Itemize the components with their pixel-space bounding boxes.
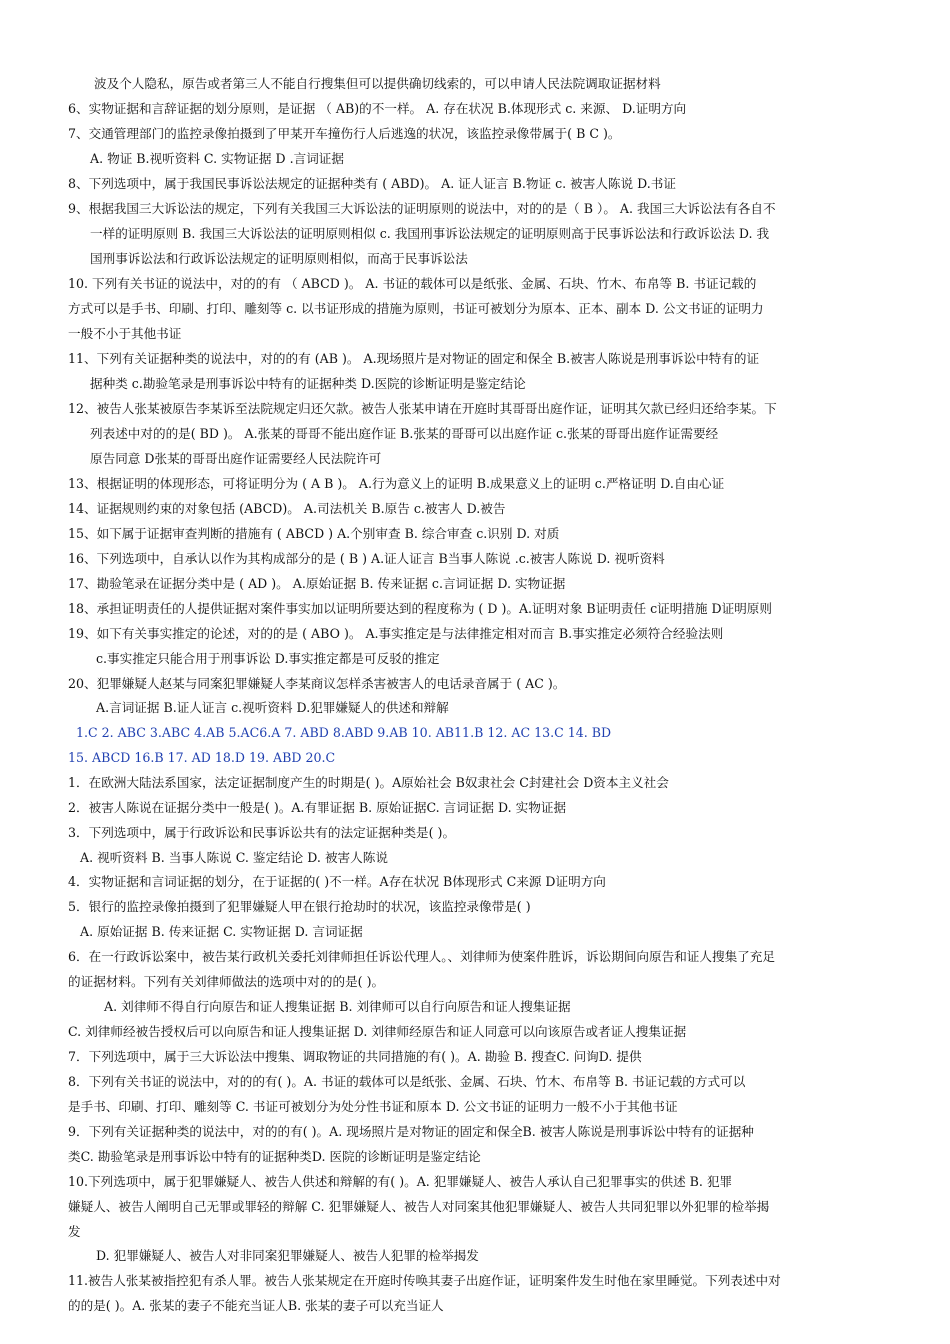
text-line: 8．下列有关书证的说法中，对的的有( )。A. 书证的载体可以是纸张、金属、石块、竹木、布帛等 B. 书证记载的方式可以 [68, 1074, 746, 1089]
text-line: 7．下列选项中，属于三大诉讼法中搜集、调取物证的共同措施的有( )。A. 勘验 B. 搜查C. 问询D. 提供 [68, 1049, 642, 1064]
text-line: D. 犯罪嫌疑人、被告人对非同案犯罪嫌疑人、被告人犯罪的检举揭发 [96, 1248, 479, 1263]
text-line: A. 刘律师不得自行向原告和证人搜集证据 B. 刘律师可以自行向原告和证人搜集证据 [104, 999, 571, 1014]
text-line: 18、承担证明责任的人提供证据对案件事实加以证明所要达到的程度称为 ( D )。A.证明对象 B证明责任 c证明措施 D证明原则 [68, 601, 772, 616]
text-line: 是手书、印刷、打印、雕刻等 C. 书证可被划分为处分性书证和原本 D. 公文书证的证明力一般不小于其他书证 [68, 1099, 678, 1114]
answer-key-line: 15. ABCD 16.B 17. AD 18.D 19. ABD 20.C [68, 750, 336, 765]
text-line: 发 [68, 1224, 81, 1239]
text-line: 3．下列选项中，属于行政诉讼和民事诉讼共有的法定证据种类是( )。 [68, 825, 456, 840]
answer-key-line: 1.C 2. ABC 3.ABC 4.AB 5.AC6.A 7. ABD 8.ABD 9.AB 10. AB11.B 12. AC 13.C 14. BD [76, 725, 612, 740]
text-line: 13、根据证明的体现形态，可将证明分为 ( A B )。 A.行为意义上的证明 B.成果意义上的证明 c.严格证明 D.自由心证 [68, 476, 725, 491]
text-line: 6．在一行政诉讼案中，被告某行政机关委托刘律师担任诉讼代理人。、刘律师为使案件胜诉，诉讼期间向原告和证人搜集了充足 [68, 949, 775, 964]
text-line: 7、交通管理部门的监控录像拍摄到了甲某开车撞伤行人后逃逸的状况，该监控录像带属于( B C )。 [68, 126, 621, 141]
text-line: c.事实推定只能合用于刑事诉讼 D.事实推定都是可反驳的推定 [96, 651, 440, 666]
text-line: 1．在欧洲大陆法系国家，法定证据制度产生的时期是( )。A原始社会 B奴隶社会 C封建社会 D资本主义社会 [68, 775, 669, 790]
text-line: 12、被告人张某被原告李某诉至法院规定归还欠款。被告人张某申请在开庭时其哥哥出庭作证，证明其欠款已经归还给李某。下 [68, 401, 777, 416]
text-line: 方式可以是手书、印刷、打印、雕刻等 c. 以书证形成的措施为原则，书证可被划分为原本、正本、副本 D. 公文书证的证明力 [68, 301, 764, 316]
text-line: A. 原始证据 B. 传来证据 C. 实物证据 D. 言词证据 [80, 924, 363, 939]
text-line: 15、如下属于证据审查判断的措施有 ( ABCD ) A.个别审查 B. 综合审查 c.识别 D. 对质 [68, 526, 560, 541]
text-line: 10. 下列有关书证的说法中，对的的有 （ ABCD )。 A. 书证的载体可以是纸张、金属、石块、竹木、布帛等 B. 书证记载的 [68, 276, 757, 291]
text-line: 一样的证明原则 B. 我国三大诉讼法的证明原则相似 c. 我国刑事诉讼法规定的证明原则高于民事诉讼法和行政诉讼法 D. 我 [90, 226, 770, 241]
text-line: C. 刘律师经被告授权后可以向原告和证人搜集证据 D. 刘律师经原告和证人同意可以向该原告或者证人搜集证据 [68, 1024, 687, 1039]
text-line: 列表述中对的的是( BD )。 A.张某的哥哥不能出庭作证 B.张某的哥哥可以出庭作证 c.张某的哥哥出庭作证需要经 [90, 426, 719, 441]
text-line: 11.被告人张某被指控犯有杀人罪。被告人张某规定在开庭时传唤其妻子出庭作证，证明案件发生时他在家里睡觉。下列表述中对 [68, 1273, 781, 1288]
text-line: 17、勘验笔录在证据分类中是 ( AD )。 A.原始证据 B. 传来证据 c.言词证据 D. 实物证据 [68, 576, 566, 591]
text-line: 原告同意 D张某的哥哥出庭作证需要经人民法院许可 [90, 451, 382, 466]
text-line: 嫌疑人、被告人阐明自己无罪或罪轻的辩解 C. 犯罪嫌疑人、被告人对同案其他犯罪嫌疑人、被告人共同犯罪以外犯罪的检举揭 [68, 1199, 770, 1214]
text-line: 14、证据规则约束的对象包括 (ABCD)。 A.司法机关 B.原告 c.被害人 D.被告 [68, 501, 506, 516]
text-line: 4．实物证据和言词证据的划分，在于证据的( )不一样。A存在状况 B体现形式 C来源 D证明方向 [68, 874, 606, 889]
text-line: 20、犯罪嫌疑人赵某与同案犯罪嫌疑人李某商议怎样杀害被害人的电话录音属于 ( AC )。 [68, 676, 566, 691]
text-line: 11、下列有关证据种类的说法中，对的的有 (AB )。 A.现场照片是对物证的固定和保全 B.被害人陈说是刑事诉讼中特有的证 [68, 351, 760, 366]
text-line: 的证据材料。下列有关刘律师做法的选项中对的的是( )。 [68, 974, 385, 989]
text-line: 2．被害人陈说在证据分类中一般是( )。A.有罪证据 B. 原始证据C. 言词证据 D. 实物证据 [68, 800, 567, 815]
text-line: 9．下列有关证据种类的说法中，对的的有( )。A. 现场照片是对物证的固定和保全B. 被害人陈说是刑事诉讼中特有的证据种 [68, 1124, 754, 1139]
text-line: 6、实物证据和言辞证据的划分原则，是证据 （ AB)的不一样。 A. 存在状况 B.体现形式 c. 来源、 D.证明方向 [68, 101, 687, 116]
text-line: 据种类 c.勘验笔录是刑事诉讼中特有的证据种类 D.医院的诊断证明是鉴定结论 [90, 376, 526, 391]
text-line: A.言词证据 B.证人证言 c.视听资料 D.犯罪嫌疑人的供述和辩解 [96, 700, 449, 715]
text-line: 国刑事诉讼法和行政诉讼法规定的证明原则相似，而高于民事诉讼法 [90, 251, 468, 266]
text-line: 类C. 勘验笔录是刑事诉讼中特有的证据种类D. 医院的诊断证明是鉴定结论 [68, 1149, 481, 1164]
text-line: 的的是( )。A. 张某的妻子不能充当证人B. 张某的妻子可以充当证人 [68, 1298, 444, 1313]
text-line: A. 物证 B.视听资料 C. 实物证据 D .言词证据 [90, 151, 344, 166]
text-line: 5．银行的监控录像拍摄到了犯罪嫌疑人甲在银行抢劫时的状况，该监控录像带是( ) [68, 899, 531, 914]
text-line: 10.下列选项中，属于犯罪嫌疑人、被告人供述和辩解的有( )。A. 犯罪嫌疑人、被告人承认自己犯罪事实的供述 B. 犯罪 [68, 1174, 733, 1189]
text-line: 19、如下有关事实推定的论述，对的的是 ( ABO )。 A.事实推定是与法律推定相对而言 B.事实推定必须符合经验法则 [68, 626, 724, 641]
text-line: 8、下列选项中，属于我国民事诉讼法规定的证据种类有 ( ABD)。 A. 证人证言 B.物证 c. 被害人陈说 D.书证 [68, 176, 676, 191]
text-line: 9、根据我国三大诉讼法的规定，下列有关我国三大诉讼法的证明原则的说法中，对的的是（ B ）。 A. 我国三大诉讼法有各自不 [68, 201, 776, 216]
text-line: 波及个人隐私，原告或者第三人不能自行搜集但可以提供确切线索的，可以申请人民法院调取证据材料 [94, 76, 661, 91]
text-line: 一般不小于其他书证 [68, 326, 182, 341]
text-line: 16、下列选项中，自承认以作为其构成部分的是 ( B ) A.证人证言 B当事人陈说 .c.被害人陈说 D. 视听资料 [68, 551, 665, 566]
text-line: A. 视听资料 B. 当事人陈说 C. 鉴定结论 D. 被害人陈说 [80, 850, 388, 865]
